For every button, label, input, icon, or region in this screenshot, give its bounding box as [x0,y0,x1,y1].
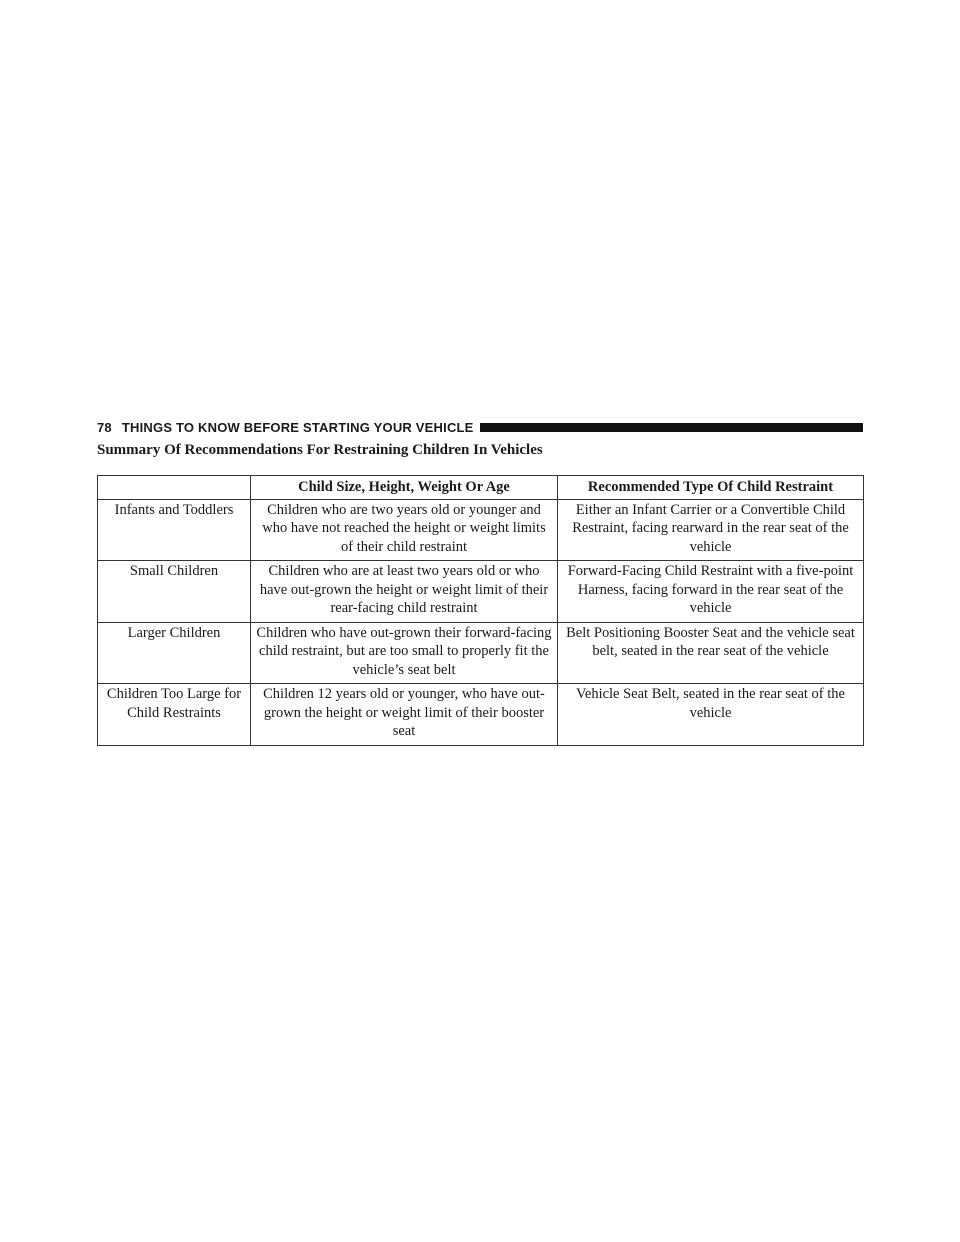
column-header-size: Child Size, Height, Weight Or Age [251,476,558,500]
column-header-category [98,476,251,500]
table-row [98,561,864,623]
page-title: Summary Of Recommendations For Restraining Children In Vehicles [97,442,543,458]
row-size: Children 12 years old or younger, who have out-grown the height or weight limit of their booster seat [251,684,558,746]
header-rule [480,423,863,432]
row-size: Children who are at least two years old or who have out-grown the height or weight limit of their rear-facing child restraint [251,561,558,623]
column-header-restraint: Recommended Type Of Child Restraint [558,476,864,500]
row-size: Children who are two years old or younger and who have not reached the height or weight limits of their child restraint [251,499,558,561]
table-row [98,622,864,684]
row-category: Infants and Toddlers [98,499,251,561]
row-restraint: Vehicle Seat Belt, seated in the rear seat of the vehicle [558,684,864,746]
row-category: Children Too Large for Child Restraints [98,684,251,746]
row-restraint: Forward-Facing Child Restraint with a five-point Harness, facing forward in the rear seat of the vehicle [558,561,864,623]
section-title: THINGS TO KNOW BEFORE STARTING YOUR VEHICLE [121,419,474,435]
table-header-row [98,476,864,500]
page-number: 78 [97,419,112,435]
recommendations-table [97,475,864,746]
row-category: Small Children [98,561,251,623]
row-size: Children who have out-grown their forward-facing child restraint, but are too small to properly fit the vehicle’s seat belt [251,622,558,684]
table-row [98,684,864,746]
page-header [97,416,863,438]
table-row [98,499,864,561]
row-category: Larger Children [98,622,251,684]
row-restraint: Either an Infant Carrier or a Convertible Child Restraint, facing rearward in the rear seat of the vehicle [558,499,864,561]
row-restraint: Belt Positioning Booster Seat and the vehicle seat belt, seated in the rear seat of the vehicle [558,622,864,684]
